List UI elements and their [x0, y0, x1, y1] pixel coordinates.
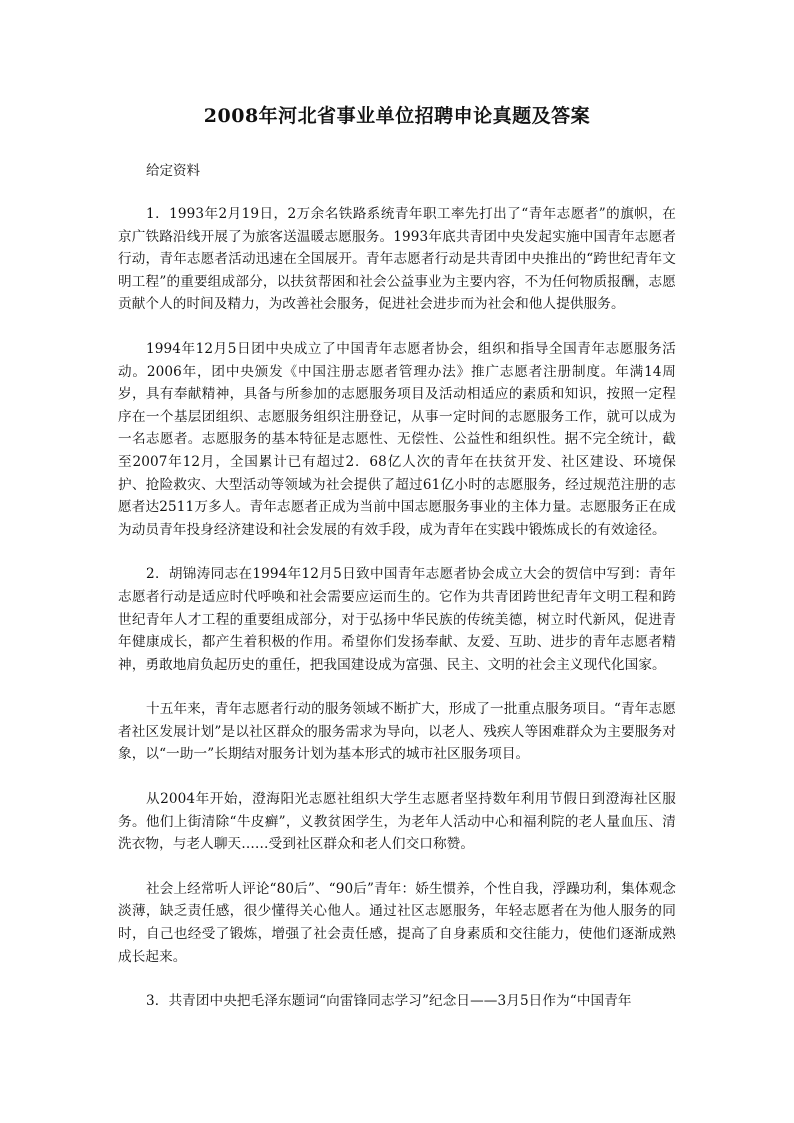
paragraph-7: 3．共青团中央把毛泽东题词“向雷锋同志学习”纪念日——3月5日作为“中国青年 — [146, 993, 632, 1010]
paragraph-1: 1．1993年2月19日，2万余名铁路系统青年职工率先打出了“青年志愿者”的旗帜，在京广铁路沿线开展了为旅客送温暖志愿服务。1993年底共青团中央发起实施中国青年志愿者行动，青年志愿者活动迅速在全国展开。青年志愿者行动是共青团中央推出的“跨世纪青年文明工程”的重要组成部分，以扶贫帮困和社会公益事业为主要内容，不为任何物质报酬，志愿贡献个人的时间及精力，为改善社会服务，促进社会进步而为社会和他人提供服务。 — [118, 206, 676, 313]
section-label-given-materials: 给定资料 — [146, 163, 200, 179]
paragraph-5: 从2004年开始，澄海阳光志愿社组织大学生志愿者坚持数年利用节假日到澄海社区服务。他们上街清除“牛皮癣”，义教贫困学生，为老年人活动中心和福利院的老人量血压、清洗衣物，与老人聊天……受到社区群众和老人们交口称赞。 — [118, 791, 676, 853]
document-title: 2008年河北省事业单位招聘申论真题及答案 — [203, 105, 591, 127]
paragraph-6: 社会上经常听人评论“80后”、“90后”青年：娇生惯养，个性自我，浮躁功利，集体观念淡薄，缺乏责任感，很少懂得关心他人。通过社区志愿服务，年轻志愿者在为他人服务的同时，自己也经受了锻炼，增强了社会责任感，提高了自身素质和交往能力，使他们逐渐成熟成长起来。 — [118, 880, 676, 965]
paragraph-2: 1994年12月5日团中央成立了中国青年志愿者协会，组织和指导全国青年志愿服务活动。2006年，团中央颁发《中国注册志愿者管理办法》推广志愿者注册制度。年满14周岁，具有奉献精神，具备与所参加的志愿服务项目及活动相适应的素质和知识，按照一定程序在一个基层团组织、志愿服务组织注册登记，从事一定时间的志愿服务工作，就可以成为一名志愿者。志愿服务的基本特征是志愿性、无偿性、公益性和组织性。据不完全统计，截至2007年12月，全国累计已有超过2．68亿人次的青年在扶贫开发、社区建设、环境保护、抢险救灾、大型活动等领域为社会提供了超过61亿小时的志愿服务，经过规范注册的志愿者达2511万多人。青年志愿者正成为当前中国志愿服务事业的主体力量。志愿服务正在成为动员青年投身经济建设和社会发展的有效手段，成为青年在实践中锻炼成长的有效途径。 — [118, 340, 676, 538]
paragraph-4: 十五年来，青年志愿者行动的服务领域不断扩大，形成了一批重点服务项目。“青年志愿者社区发展计划”是以社区群众的服务需求为导向，以老人、残疾人等困难群众为主要服务对象，以“一助一”长期结对服务计划为基本形式的城市社区服务项目。 — [118, 701, 676, 763]
paragraph-3: 2．胡锦涛同志在1994年12月5日致中国青年志愿者协会成立大会的贺信中写到：青年志愿者行动是适应时代呼唤和社会需要应运而生的。它作为共青团跨世纪青年文明工程和跨世纪青年人才工程的重要组成部分，对于弘扬中华民族的传统美德，树立时代新风，促进青年健康成长，都产生着积极的作用。希望你们发扬奉献、友爱、互助、进步的青年志愿者精神，勇敢地肩负起历史的重任，把我国建设成为富强、民主、文明的社会主义现代化国家。 — [118, 566, 676, 673]
